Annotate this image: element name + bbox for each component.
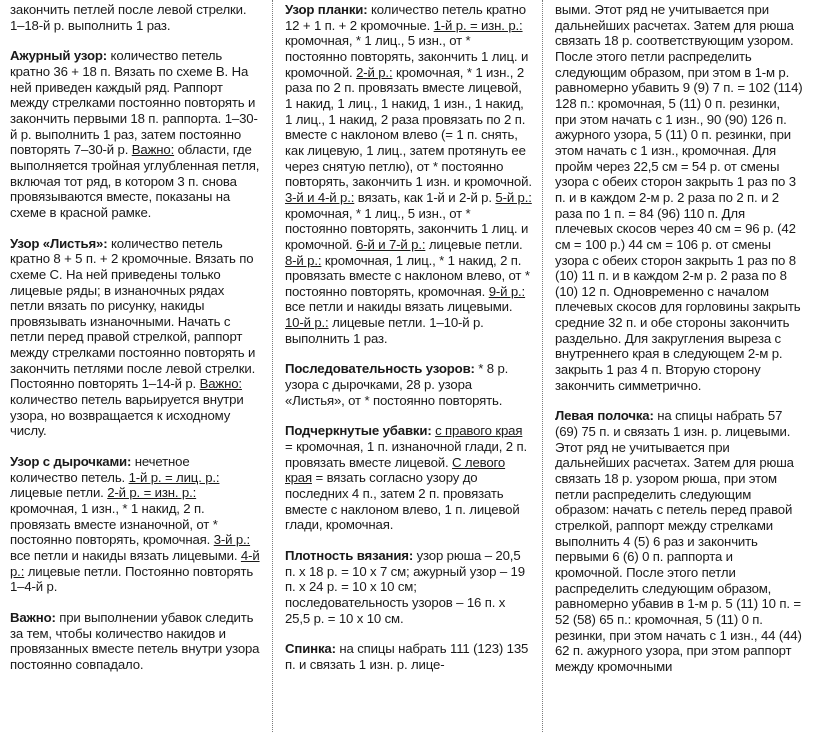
section-decreases [285, 423, 532, 533]
paragraph-text: кромочная, * 1 лиц., 5 изн., от * постоянно повторять, закончить 1 лиц. и кромочной. [285, 33, 529, 80]
paragraph-text: закончить петлей после левой стрелки. 1–18-й р. выполнить 1 раз. [10, 2, 247, 33]
paragraph-text: лицевые петли. [10, 485, 104, 501]
paragraph-text: при выполнении убавок следить за тем, чтобы количество накидов и провязанных вместе петель внутри узора постоянно совпадало. [10, 609, 260, 672]
paragraph-text: количество петель кратно 8 + 5 п. + 2 кромочные. Вязать по схеме С. На ней приведены только лицевые ряды; в изнаночных рядах петли вязать по рисунку, накиды провязывать изнаночными. Начать с петли перед правой стрелкой, раппорт между стрелками постоянно повторять и закончить петлями после левой стрелки. Постоянно повторять 1–14-й р. [10, 235, 256, 392]
underlined-term: 2-й р.: [356, 64, 393, 80]
section-heading: Ажурный узор: [10, 48, 108, 64]
section-heading: Плотность вязания: [285, 548, 414, 563]
paragraph-text: * 8 р. узора с дырочками, 28 р. узора «Листья», от * постоянно повторять. [285, 361, 509, 408]
paragraph-continuation [10, 2, 260, 33]
underlined-term: 6-й и 7-й р.: [356, 236, 426, 252]
paragraph-text: лицевые петли. 1–10-й р. выполнить 1 раз. [285, 315, 484, 346]
paragraph-text: кромочная, * 1 изн., 2 раза по 2 п. провязать вместе лицевой, 1 накид, 1 лиц., 1 накид, 1 изн., 1 накид, 1 лиц., 1 накид, 2 раза провязать по 2 п. вместе с наклоном влево (= 1 п. снять, как лицевую, 1 лиц., затем протянуть ее через снятую петлю), от * постоянно повторять, закончить 1 изн. и кромочной. [285, 64, 532, 190]
text-column-2 [285, 2, 532, 688]
underlined-term: 3-й р.: [213, 532, 251, 548]
underlined-term: Важно: [131, 142, 175, 158]
section-heading: Важно: [10, 609, 56, 625]
section-heading: Спинка: [285, 641, 336, 657]
section-band-pattern [285, 2, 532, 346]
section-back [285, 641, 532, 672]
section-openwork-pattern [10, 48, 260, 220]
underlined-term: 5-й р.: [495, 189, 532, 205]
paragraph-text: на спицы набрать 111 (123) 135 п. и связать 1 изн. р. лице- [285, 641, 529, 672]
section-pattern-sequence [285, 361, 532, 408]
paragraph-text: все петли и накиды вязать лицевыми. [10, 548, 238, 563]
underlined-term: 1-й р. = лиц. р.: [128, 469, 220, 485]
paragraph-text: количество петель кратно 36 + 18 п. Вязать по схеме В. На ней приведен каждый ряд. Раппорт между стрелками постоянно повторять и закончить первыми 18 п. раппорта. 1–30-й р. выполнить 1 раз, затем постоянно повторять 7–30-й р. [10, 48, 258, 158]
underlined-term: 2-й р. = изн. р.: [107, 485, 197, 501]
text-column-3 [555, 2, 803, 690]
paragraph-text: количество петель варьируется внутри узора, но возвращается к исходному числу. [10, 392, 244, 439]
underlined-term: 3-й и 4-й р.: [285, 189, 355, 205]
underlined-term: 9-й р.: [488, 283, 526, 299]
underlined-term: 10-й р.: [285, 315, 329, 331]
section-left-front [555, 408, 803, 674]
column-divider [542, 0, 544, 732]
section-heading: Подчеркнутые убавки: [285, 423, 432, 439]
section-heading: Узор с дырочками: [10, 454, 132, 470]
paragraph-text: = кромочная, 1 п. изнаночной глади, 2 п. провязать вместе лицевой. [285, 439, 527, 470]
underlined-term: Важно: [199, 376, 242, 392]
section-heading: Последовательность узоров: [285, 361, 475, 377]
section-eyelet-pattern [10, 454, 260, 595]
paragraph-text: на спицы набрать 57 (69) 75 п. и связать 1 изн. р. лицевыми. Этот ряд не учитывается при дальнейших расчетах. Затем для рюша связать 18 р. узором рюша, при этом петли распределить следующим образом: начать с петель перед правой стрелкой, раппорт между стрелками выполнить 4 (5) 6 раз и закончить первыми 6 (6) 0 п. раппорта и кромочной. После этого петли распределить следующим образом, равномерно убавив в 1-м р. 5 (11) 10 п. = 52 (58) 65 п.: кромочная, 5 (11) 0 п. резинки, при этом начать с 1 изн., 44 (44) 62 п. ажурного узора, при этом раппорт между кромочными [555, 408, 802, 674]
paragraph-text: кромочная, 1 лиц., * 1 накид, 2 п. провязать вместе с наклоном влево, от * постоянно повторять, кромочная. [285, 252, 530, 299]
paragraph-text: лицевые петли. Постоянно повторять 1–4-й р. [10, 563, 254, 595]
paragraph-text: узор рюша – 20,5 п. х 18 р. = 10 х 7 см; ажурный узор – 19 п. х 24 р. = 10 х 10 см; последовательность узоров – 16 п. х 25,5 р. = 10 х 10 см. [285, 548, 525, 626]
section-important-note [10, 610, 260, 673]
paragraph-text: вязать, как 1-й и 2-й р. [357, 189, 492, 205]
section-leaves-pattern [10, 236, 260, 440]
underlined-term: 4-й р.: [10, 548, 260, 579]
paragraph-text: количество петель кратно 12 + 1 п. + 2 кромочные. [285, 2, 526, 33]
underlined-term: 1-й р. = изн. р.: [433, 17, 523, 33]
column-divider [272, 0, 274, 732]
underlined-term: с правого края [435, 423, 523, 439]
paragraph-text: области, где выполняется тройная углубленная петля, включая тот ряд, в котором 3 п. снова провязываются вместе, показаны на схеме в красной рамке. [10, 142, 260, 220]
paragraph-text: лицевые петли. [428, 236, 523, 252]
section-gauge [285, 548, 532, 626]
section-heading: Левая полочка: [555, 408, 654, 424]
paragraph-text: кромочная, * 1 лиц., 5 изн., от * постоянно повторять, закончить 1 лиц. и кромочной. [285, 205, 529, 252]
paragraph-text: кромочная, 1 изн., * 1 накид, 2 п. провязать вместе изнаночной, от * постоянно повторять, кромочная. [10, 501, 218, 548]
section-heading: Узор планки: [285, 2, 368, 17]
paragraph-text: нечетное количество петель. [10, 454, 190, 485]
underlined-term: 8-й р.: [285, 252, 322, 268]
section-back-continued [555, 2, 803, 393]
paragraph-text: выми. Этот ряд не учитывается при дальнейших расчетах. Затем для рюша связать 18 р. соответствующим узором. После этого петли распределить следующим образом, при этом в 1-м р. равномерно убавить 9 (9) 7 п. = 102 (114) 128 п.: кромочная, 5 (11) 0 п. резинки, при этом начать с 1 изн., 90 (90) 126 п. ажурного узора, 5 (11) 0 п. резинки, при этом начать с 1 изн., кромочная. Для пройм через 22,5 см = 54 р. от смены узора с обеих сторон закрыть 1 раз по 3 п. и в каждом 2-м р. 2 раза по 2 п. и 2 раза по 1 п. = 84 (96) 110 п. Для плечевых скосов через 40 см = 96 р. (42 см = 100 р.) 44 см = 106 р. от смены узора с обеих сторон закрыть 1 раз по 8 (10) 11 п. и в каждом 2-м р. 2 раза по 8 (10) 12 п. Одновременно с началом плечевых скосов для горловины закрыть средние 32 п. и обе стороны закончить раздельно. Для закругления выреза с внутреннего края в следующем 2-м р. закрыть 1 раз 4 п. Вторую сторону закончить симметрично. [555, 2, 803, 393]
section-heading: Узор «Листья»: [10, 235, 108, 251]
text-column-1 [10, 2, 260, 688]
paragraph-text: все петли и накиды вязать лицевыми. [285, 299, 513, 315]
paragraph-text: = вязать согласно узору до последних 4 п., затем 2 п. провязать вместе с наклоном влево, 1 п. лицевой глади, кромочная. [285, 470, 520, 533]
underlined-term: С левого края [285, 454, 506, 486]
